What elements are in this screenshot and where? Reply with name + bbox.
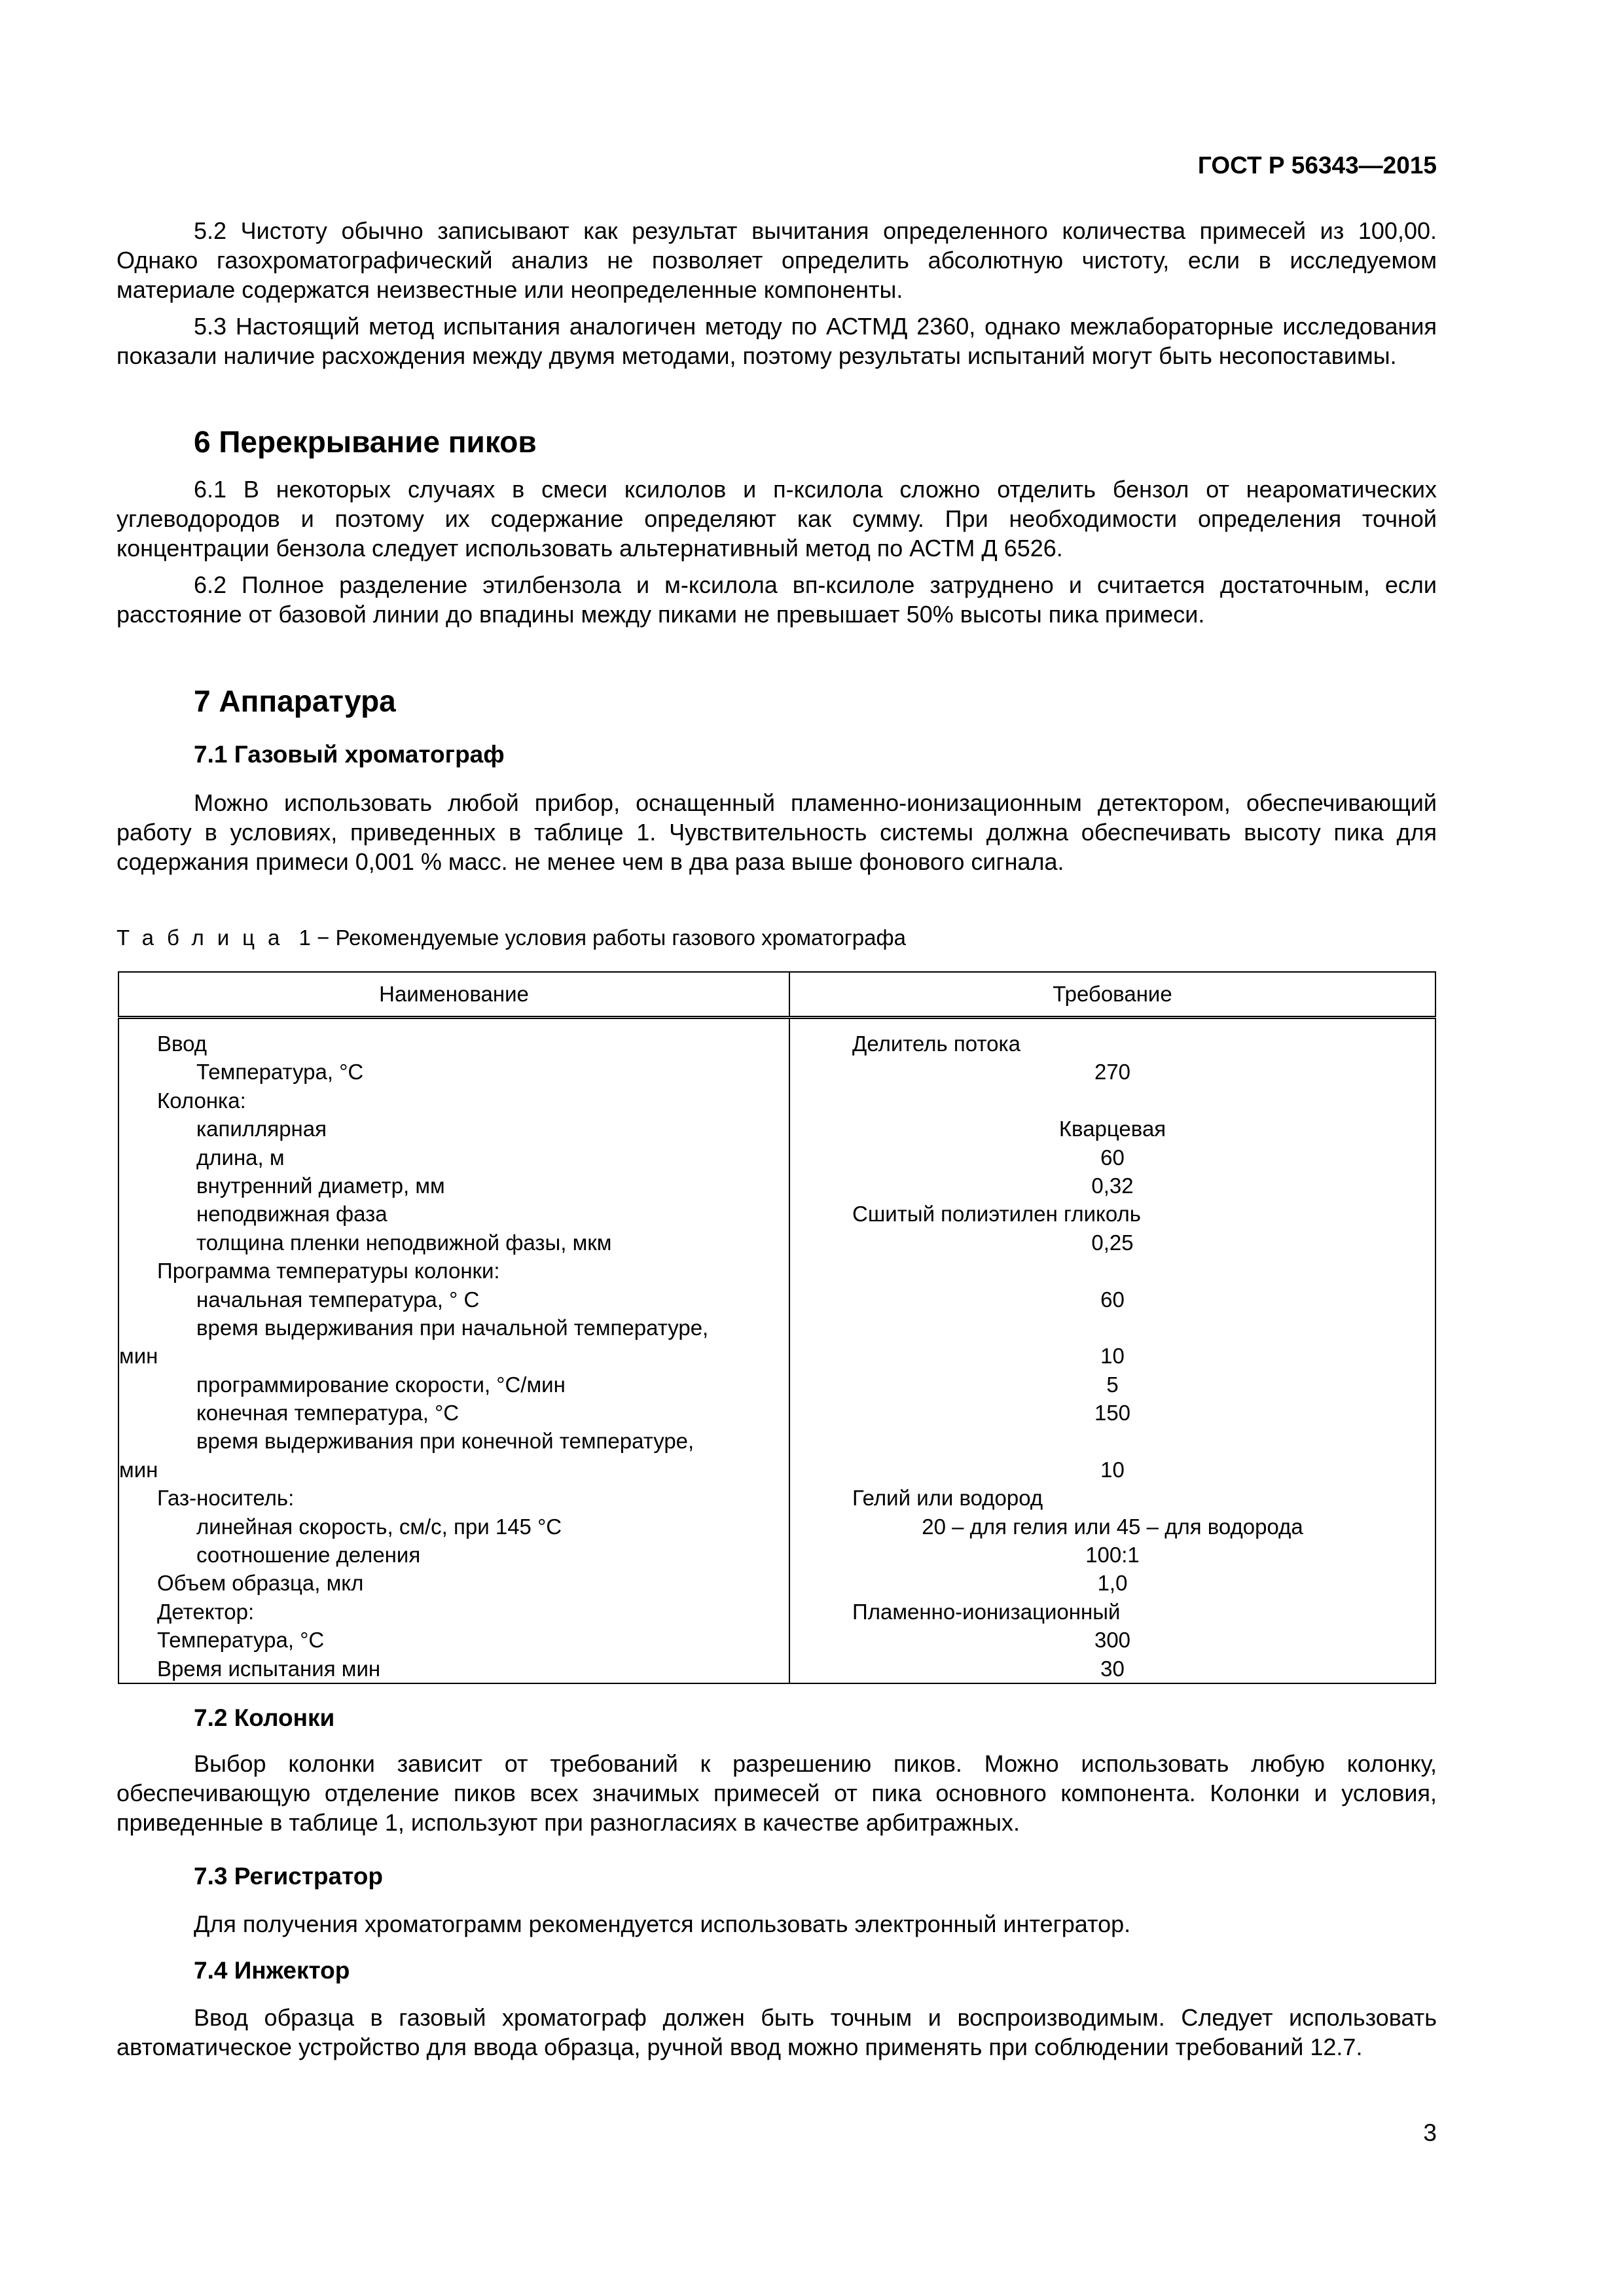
table-row-name: программирование скорости, °С/мин bbox=[196, 1372, 566, 1397]
table-row-name: мин bbox=[119, 1457, 158, 1482]
table-row-name: Колонка: bbox=[157, 1088, 246, 1113]
table-row-name: начальная температура, ° С bbox=[196, 1287, 480, 1312]
table-row-name: Ввод bbox=[157, 1031, 208, 1056]
table-caption bbox=[117, 925, 906, 950]
table-row-value: 100:1 bbox=[1085, 1543, 1140, 1568]
table-row-name: Температура, °С bbox=[157, 1628, 325, 1653]
paragraph-7-3: Для получения хроматограмм рекомендуется использовать электронный интегратор. bbox=[194, 1910, 1131, 1937]
table-row-name: толщина пленки неподвижной фазы, мкм bbox=[196, 1230, 612, 1255]
table-row-value bbox=[790, 1257, 1435, 1285]
paragraph-5-2: 5.2 Чистоту обычно записывают как результат вычитания определенного количества примесей из 100,00. Однако газохроматографический анализ не позволяет определить абсолютную чистоту, если в исследуемом материале содержатся неизвестные или неопределенные компоненты. bbox=[117, 217, 1437, 303]
table-row-value: 0,32 bbox=[1091, 1173, 1134, 1198]
table-row-value: Пламенно-ионизационный bbox=[852, 1599, 1121, 1624]
table-row-value: 5 bbox=[1106, 1372, 1119, 1397]
subsection-heading-7-2: 7.2 Колонки bbox=[194, 1704, 335, 1731]
section-heading-7: 7 Аппаратура bbox=[194, 684, 396, 718]
table-row-name: Время испытания мин bbox=[157, 1656, 381, 1681]
table-row-name: время выдерживания при начальной температуре, bbox=[196, 1315, 709, 1340]
table-row-name: Объем образца, мкл bbox=[157, 1571, 364, 1596]
table-row-name: Программа температуры колонки: bbox=[157, 1259, 500, 1283]
table-row-value: 30 bbox=[1100, 1656, 1125, 1681]
page-number: 3 bbox=[1423, 2119, 1437, 2146]
table-row-value: 20 – для гелия или 45 – для водорода bbox=[922, 1514, 1303, 1539]
table-row-value: Гелий или водород bbox=[852, 1486, 1043, 1511]
table-row-value: 270 bbox=[1094, 1060, 1131, 1085]
subsection-heading-7-1: 7.1 Газовый хроматограф bbox=[194, 741, 505, 768]
table-row-value bbox=[790, 1314, 1435, 1342]
table-row-name: линейная скорость, см/с, при 145 °С bbox=[196, 1514, 562, 1539]
document-code-header: ГОСТ Р 56343—2015 bbox=[1197, 152, 1437, 179]
table-row-value: Кварцевая bbox=[1058, 1117, 1166, 1141]
paragraph-6-1: 6.1 В некоторых случаях в смеси ксилолов и п-ксилола сложно отделить бензол от неароматических углеводородов и поэтому их содержание определяют как сумму. При необходимости определения точной концентрации бензола следует использовать альтернативный метод по АСТМ Д 6526. bbox=[117, 476, 1437, 562]
conditions-table bbox=[118, 971, 1436, 1684]
paragraph-6-2: 6.2 Полное разделение этилбензола и м-ксилола вп-ксилоле затруднено и считается достаточным, если расстояние от базовой линии до впадины между пиками не превышает 50% высоты пика примеси. bbox=[117, 571, 1437, 628]
table-row-name: конечная температура, °С bbox=[196, 1401, 460, 1426]
table-row-value: Делитель потока bbox=[852, 1031, 1021, 1056]
table-row-name: время выдерживания при конечной температуре, bbox=[196, 1429, 695, 1454]
requirements-column bbox=[789, 1018, 1435, 1683]
table-caption-word: Таблица bbox=[117, 925, 293, 950]
table-row-value: 60 bbox=[1100, 1145, 1125, 1170]
paragraph-7-1: Можно использовать любой прибор, оснащенный пламенно-ионизационным детектором, обеспечивающий работу в условиях, приведенных в таблице 1. Чувствительность системы должна обеспечивать высоту пика для содержания примеси 0,001 % масс. не менее чем в два раза выше фонового сигнала. bbox=[117, 789, 1437, 875]
subsection-heading-7-3: 7.3 Регистратор bbox=[194, 1863, 383, 1890]
paragraph-7-2: Выбор колонки зависит от требований к разрешению пиков. Можно использовать любую колонку, обеспечивающую отделение пиков всех значимых примесей от пика основного компонента. Колонки и условия, приведенные в таблице 1, используют при разногласиях в качестве арбитражных. bbox=[117, 1750, 1437, 1836]
names-column bbox=[118, 1018, 789, 1683]
table-row-name: мин bbox=[119, 1344, 158, 1369]
table-row-name: длина, м bbox=[196, 1145, 285, 1170]
table-row-name: Детектор: bbox=[157, 1599, 255, 1624]
table-row-name: внутренний диаметр, мм bbox=[196, 1173, 445, 1198]
table-row-name: соотношение деления bbox=[196, 1543, 421, 1568]
table-row-value: 10 bbox=[1100, 1457, 1125, 1482]
table-row-value bbox=[790, 1086, 1435, 1115]
column-header-requirement: Требование bbox=[789, 972, 1435, 1018]
table-row-name: капиллярная bbox=[196, 1117, 327, 1141]
table-row-value: 300 bbox=[1094, 1628, 1131, 1653]
table-row-name: Газ-носитель: bbox=[157, 1486, 295, 1511]
column-header-name: Наименование bbox=[118, 972, 789, 1018]
paragraph-5-3: 5.3 Настоящий метод испытания аналогичен методу по АСТМД 2360, однако межлабораторные исследования показали наличие расхождения между двумя методами, поэтому результаты испытаний могут быть несопоставимы. bbox=[117, 313, 1437, 369]
table-row-value: 0,25 bbox=[1091, 1230, 1134, 1255]
subsection-heading-7-4: 7.4 Инжектор bbox=[194, 1957, 350, 1984]
table-row-value: Сшитый полиэтилен гликоль bbox=[852, 1202, 1141, 1227]
table-caption-text: 1 − Рекомендуемые условия работы газового хроматографа bbox=[293, 925, 906, 950]
table-row-value: 10 bbox=[1100, 1344, 1125, 1369]
table-row-value: 1,0 bbox=[1097, 1571, 1128, 1596]
table-row-name: Температура, °С bbox=[196, 1060, 364, 1085]
table-row-name: неподвижная фаза bbox=[196, 1202, 388, 1227]
section-heading-6: 6 Перекрывание пиков bbox=[194, 425, 537, 459]
table-row-value bbox=[790, 1427, 1435, 1455]
table-row-value: 60 bbox=[1100, 1287, 1125, 1312]
table-row-value: 150 bbox=[1094, 1401, 1131, 1426]
paragraph-7-4: Ввод образца в газовый хроматограф должен быть точным и воспроизводимым. Следует использовать автоматическое устройство для ввода образца, ручной ввод можно применять при соблюдении требований 12.7. bbox=[117, 2004, 1437, 2060]
